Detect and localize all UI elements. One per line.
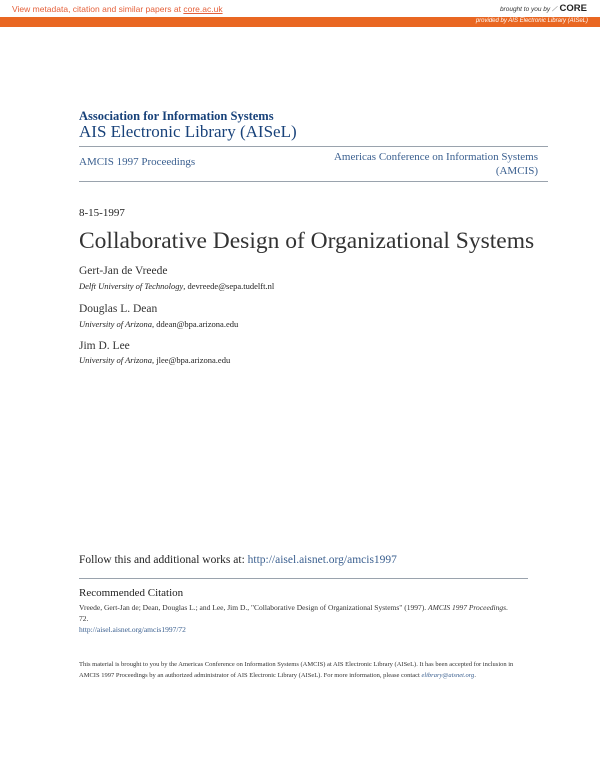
author-affiliation: [79, 281, 274, 291]
citation-body: [79, 602, 519, 635]
author-email: , devreede@sepa.tudelft.nl: [183, 281, 275, 291]
core-link-domain[interactable]: core.ac.uk: [183, 4, 223, 14]
author-email: , jlee@bpa.arizona.edu: [152, 355, 231, 365]
core-logo-icon: ⟋: [551, 6, 557, 13]
author-affiliation: [79, 355, 230, 365]
core-bar: [0, 0, 600, 17]
core-link-prefix: View metadata, citation and similar papers at: [12, 4, 184, 14]
brought-text: brought to you by: [499, 6, 551, 13]
library-title[interactable]: AIS Electronic Library (AISeL): [79, 122, 297, 141]
notice-end: .: [474, 671, 476, 679]
conference-link[interactable]: [308, 150, 538, 178]
conference-line-2: (AMCIS): [495, 165, 538, 177]
citation-page: . 72.: [79, 603, 508, 623]
divider: [79, 146, 548, 147]
author-name: Jim D. Lee: [79, 340, 130, 352]
citation-journal: AMCIS 1997 Proceedings: [427, 603, 507, 612]
divider: [79, 578, 528, 579]
notice-text: [79, 660, 524, 681]
author-email: , ddean@bpa.arizona.edu: [152, 319, 239, 329]
core-logo[interactable]: CORE: [559, 3, 587, 14]
follow-url-link[interactable]: http://aisel.aisnet.org/amcis1997: [247, 554, 397, 566]
provided-by[interactable]: provided by AIS Electronic Library (AISeL): [475, 18, 588, 24]
follow-works: [79, 554, 397, 566]
association-title[interactable]: Association for Information Systems: [79, 109, 274, 123]
author-name: Douglas L. Dean: [79, 303, 158, 315]
proceedings-link[interactable]: AMCIS 1997 Proceedings: [79, 156, 196, 168]
citation-text: Vreede, Gert-Jan de; Dean, Douglas L.; and Lee, Jim D., "Collaborative Design of Organizational Systems" (1997).: [79, 603, 428, 612]
core-metadata-link[interactable]: [12, 4, 223, 14]
conference-line-1: Americas Conference on Information Systems: [333, 151, 538, 163]
affiliation-name: University of Arizona: [79, 355, 153, 365]
affiliation-name: University of Arizona: [79, 319, 153, 329]
citation-heading: Recommended Citation: [79, 587, 184, 599]
divider: [79, 181, 548, 182]
paper-title: Collaborative Design of Organizational Systems: [79, 228, 535, 254]
contact-email-link[interactable]: elibrary@aisnet.org: [421, 671, 475, 679]
publication-date: 8-15-1997: [79, 207, 125, 219]
follow-text: Follow this and additional works at:: [79, 554, 248, 566]
brought-to-you[interactable]: [500, 3, 587, 14]
author-name: Gert-Jan de Vreede: [79, 265, 168, 277]
notice-body: This material is brought to you by the Americas Conference on Information Systems (AMCIS) at AIS Electronic Library (AISeL). It has been accepted for inclusion in AMCIS 1997 Proceedings by an authorized administrator of AIS Electronic Library (AISeL). For more information, please contact: [79, 661, 514, 679]
author-affiliation: [79, 319, 238, 329]
affiliation-name: Delft University of Technology: [79, 281, 184, 291]
citation-url-link[interactable]: http://aisel.aisnet.org/amcis1997/72: [79, 625, 186, 634]
